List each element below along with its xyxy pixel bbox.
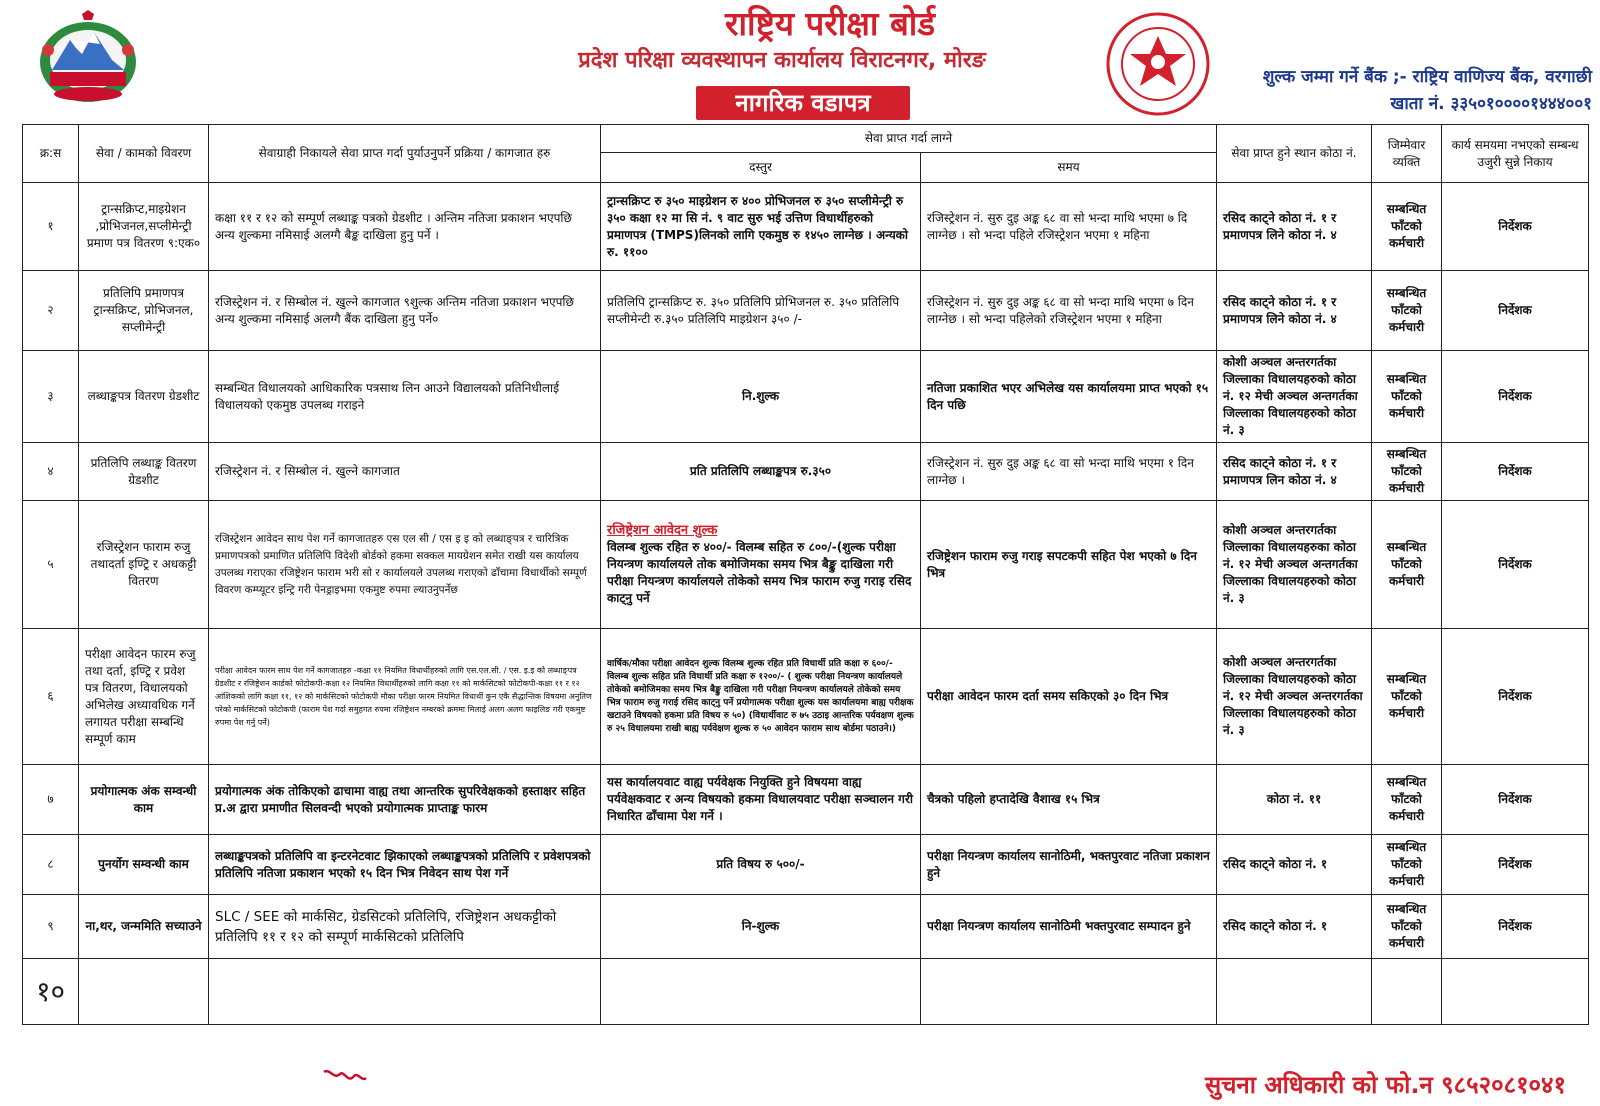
row-grievance: निर्देशक	[1442, 629, 1589, 765]
row-place: रसिद काट्ने कोठा नं. १	[1217, 835, 1372, 895]
header-process: सेवाग्राही निकायले सेवा प्राप्त गर्दा पुर्याउनुपर्ने प्रक्रिया / कागजात हरु	[209, 125, 601, 183]
row-sn: १	[23, 183, 79, 271]
row-place: रसिद काट्ने कोठा नं. १ र प्रमाणपत्र लिने कोठा नं. ४	[1217, 183, 1372, 271]
header-place: सेवा प्राप्त हुने स्थान कोठा नं.	[1217, 125, 1372, 183]
information-officer-phone: सुचना अधिकारी को फो.न ९८५२०८१०४१	[1204, 1071, 1566, 1099]
header-service: सेवा / कामको विवरण	[79, 125, 209, 183]
row-service: परीक्षा आवेदन फारम रुजु तथा दर्ता, इण्ट्रि र प्रवेश पत्र वितरण, विधालयको अभिलेख अध्यावधिक गर्ने लगायत परीक्षा सम्बन्धि सम्पूर्ण काम	[79, 629, 209, 765]
row-grievance: निर्देशक	[1442, 351, 1589, 443]
row-service: प्रयोगात्मक अंक सम्वन्धी काम	[79, 765, 209, 835]
row-fee: ट्रान्सक्रिप्ट रु ३५० माइग्रेशन रु ४०० प्रोभिजनल रु ३५० सप्लीमेन्ट्री रु ३५० कक्षा १२ मा सि नं. ९ वाट सुरु भई उत्तिण विधार्थीहरुको प्रमाणपत्र (TMPS)लिनको लागि एकमुष्ठ रु १४५० लाग्नेछ । अन्यको रु. ११००	[601, 183, 921, 271]
row-sn: ३	[23, 351, 79, 443]
table-row	[23, 629, 1589, 765]
row-time: रजिस्ट्रेशन नं. सुरु दुइ अङ्क ६८ वा सो भन्दा माथि भएमा ७ दिन लाग्नेछ । सो भन्दा पहिलेको रजिस्ट्रेशन भएमा १ महिना	[921, 271, 1217, 351]
nepal-emblem-icon	[32, 10, 144, 108]
row-service	[79, 959, 209, 1025]
row-responsible: सम्बन्धित फाँटको कर्मचारी	[1372, 351, 1442, 443]
row-sn: ७	[23, 765, 79, 835]
row-time: रजिस्ट्रेशन नं. सुरु दुइ अङ्क ६८ वा सो भन्दा माथि भएमा ७ दि लाग्नेछ । सो भन्दा पहिले रजिस्ट्रेशन भएमा १ महिना	[921, 183, 1217, 271]
row-fee: यस कार्यालयवाट वाह्य पर्यवेक्षक नियुक्ति हुने विषयमा वाह्य पर्यवेक्षकवाट र अन्य विषयको हकमा विधालयवाट परीक्षा सञ्चालन गरी निधारित ढाँचामा पेश गर्ने ।	[601, 765, 921, 835]
account-number: खाता नं. ३३५०१००००१४४४००१	[1390, 94, 1592, 114]
row-grievance: निर्देशक	[1442, 765, 1589, 835]
row-sn: २	[23, 271, 79, 351]
bank-info: शुल्क जम्मा गर्ने बैंक ;- राष्ट्रिय वाणिज्य बैंक, वरगाछी	[1262, 67, 1592, 87]
row-place: कोशी अञ्चल अन्तरगर्तका जिल्लाका विधालयहरुका कोठा नं. १२ मेची अञ्चल अन्तगर्तका जिल्लाका विधालयहरुको कोठा नं. ३	[1217, 501, 1372, 629]
office-subtitle: प्रदेश परिक्षा व्यवस्थापन कार्यालय विराटनगर, मोरङ	[578, 48, 986, 73]
row-grievance: निर्देशक	[1442, 271, 1589, 351]
row-time: रजिष्ट्रेशन फाराम रुजु गराइ सपटकपी सहित पेश भएको ७ दिन भित्र	[921, 501, 1217, 629]
row-time: नतिजा प्रकाशित भएर अभिलेख यस कार्यालयमा प्राप्त भएको १५ दिन पछि	[921, 351, 1217, 443]
table-row	[23, 765, 1589, 835]
row-service: रजिस्ट्रेशन फाराम रुजु तथादर्ता इण्ट्रि र अधकट्टी वितरण	[79, 501, 209, 629]
row-fee-cell	[601, 501, 921, 629]
row-process: रजिस्ट्रेशन नं. र सिम्बोल नं. खुल्ने कागजात ९शुल्क अन्तिम नतिजा प्रकाशन भएपछि अन्य शुल्कमा नमिसाई अलग्गै बैंक दाखिला हुनु पर्ने०	[209, 271, 601, 351]
row-time: रजिस्ट्रेशन नं. सुरु दुइ अङ्क ६८ वा सो भन्दा माथि भएमा १ दिन लाग्नेछ ।	[921, 443, 1217, 501]
row-process: कक्षा ११ र १२ को सम्पूर्ण लब्धाङ्क पत्रको ग्रेडशीट । अन्तिम नतिजा प्रकाशन भएपछि अन्य शुल्कमा नमिसाई अलग्गै बैङ्क दाखिला हुनु पर्ने ।	[209, 183, 601, 271]
header-grievance: कार्य समयमा नभएको सम्बन्ध उजुरी सुन्ने निकाय	[1442, 125, 1589, 183]
row-sn: ५	[23, 501, 79, 629]
row-sn: ६	[23, 629, 79, 765]
row-process: लब्धाङ्कपत्रको प्रतिलिपि वा इन्टरनेटवाट झिकाएको लब्धाङ्कपत्रको प्रतिलिपि र प्रवेशपत्रको प्रतिलिपि नतिजा प्रकाशन भएको १५ दिन भित्र निवेदन साथ पेश गर्ने	[209, 835, 601, 895]
row-grievance: निर्देशक	[1442, 895, 1589, 959]
registration-fee-heading: रजिष्ट्रेशन आवेदन शुल्क	[607, 523, 718, 538]
row-service: पुनर्योग सम्वन्धी काम	[79, 835, 209, 895]
header-time: समय	[921, 153, 1217, 183]
signature-icon	[320, 1064, 370, 1090]
row-fee: प्रति प्रतिलिपि लब्धाङ्कपत्र रु.३५०	[601, 443, 921, 501]
row-grievance	[1442, 959, 1589, 1025]
row-process	[209, 959, 601, 1025]
row-responsible: सम्बन्धित फाँटको कर्मचारी	[1372, 183, 1442, 271]
row-process: रजिस्ट्रेशन नं. र सिम्बोल नं. खुल्ने कागजात	[209, 443, 601, 501]
page-header	[0, 0, 1600, 120]
row-responsible	[1372, 959, 1442, 1025]
table-row	[23, 183, 1589, 271]
row-responsible: सम्बन्धित फाँटको कर्मचारी	[1372, 835, 1442, 895]
header-responsible: जिम्मेवार व्यक्ति	[1372, 125, 1442, 183]
row-responsible: सम्बन्धित फाँटको कर्मचारी	[1372, 629, 1442, 765]
table-row	[23, 443, 1589, 501]
row-process: प्रयोगात्मक अंक तोकिएको ढाचामा वाह्य तथा आन्तरिक सुपरिवेक्षकको हस्ताक्षर सहित प्र.अ द्वारा प्रमाणीत सिलवन्दी भएको प्रयोगात्मक प्राप्ताङ्क फारम	[209, 765, 601, 835]
row-service: ट्रान्सक्रिप्ट,माइग्रेशन ,प्रोभिजनल,सप्लीमेन्ट्री प्रमाण पत्र वितरण ९:एक०	[79, 183, 209, 271]
row-time	[921, 959, 1217, 1025]
row-fee: नि.शुल्क	[601, 351, 921, 443]
row-responsible: सम्बन्धित फाँटको कर्मचारी	[1372, 895, 1442, 959]
row-place: रसिद काट्ने कोठा नं. १ र प्रमाणपत्र लिने कोठा नं. ४	[1217, 271, 1372, 351]
row-service: लब्धाङ्कपत्र वितरण ग्रेडशीट	[79, 351, 209, 443]
row-process: SLC / SEE को मार्कसिट, ग्रेडसिटको प्रतिलिपि, रजिष्ट्रेशन अधकट्टीको प्रतिलिपि ११ र १२ को सम्पूर्ण मार्कसिटको प्रतिलिपि	[209, 895, 601, 959]
row-process: सम्बन्धित विधालयको आधिकारिक पत्रसाथ लिन आउने विद्यालयको प्रतिनिधीलाई विधालयको एकमुष्ठ उपलब्ध गराइने	[209, 351, 601, 443]
row-time: चैत्रको पहिलो हप्तादेखि वैशाख १५ भित्र	[921, 765, 1217, 835]
table-row	[23, 835, 1589, 895]
row-responsible: सम्बन्धित फाँटको कर्मचारी	[1372, 271, 1442, 351]
row-time: परीक्षा नियन्त्रण कार्यालय सानोठिमी भक्तपुरवाट सम्पादन हुने	[921, 895, 1217, 959]
row-place: कोठा नं. ११	[1217, 765, 1372, 835]
row-sn: ४	[23, 443, 79, 501]
row-fee: विलम्ब शुल्क रहित रु ४००/- विलम्ब सहित रु ८००/-(शुल्क परीक्षा नियन्त्रण कार्यालयले तोक बमोजिमका समय भित्र बैङ्कु दाखिला गरी परीक्षा नियन्त्रण कार्यालयले तोकेको समय भित्र फाराम रुजु गराइ रसिद काट्नु पर्ने	[607, 540, 912, 605]
header-sn: क्र:स	[23, 125, 79, 183]
board-title: राष्ट्रिय परीक्षा बोर्ड	[724, 4, 936, 43]
row-grievance: निर्देशक	[1442, 183, 1589, 271]
row-sn: ९	[23, 895, 79, 959]
row-responsible: सम्बन्धित फाँटको कर्मचारी	[1372, 443, 1442, 501]
row-service: प्रतिलिपि प्रमाणपत्र ट्रान्सक्रिप्ट, प्रोभिजनल, सप्लीमेन्ट्री	[79, 271, 209, 351]
row-fee: प्रतिलिपि ट्रान्सक्रिप्ट रु. ३५० प्रतिलिपि प्रोभिजनल रु. ३५० प्रतिलिपि सप्लीमेन्टी रु.३५० प्रतिलिपि माइग्रेशन ३५० /-	[601, 271, 921, 351]
row-process: रजिस्ट्रेशन आवेदन साथ पेश गर्ने कागजातहरु एस एल सी / एस इ इ को लब्धाङ्पत्र र चारित्रिक प्रमाणपत्रको प्रमाणित प्रतिलिपि विदेशी बोर्डको हकमा सक्कल मायग्रेशन समेत राखी यस कार्यालय उपलब्ध गराएका रजिष्ट्रेशन फाराम भरी सो र कार्यालयले उपलब्ध गराएको ढाँचामा विधार्थीको सम्पूर्ण विवरण कम्प्यूटर इन्ट्रि गरी पेनड्राइभमा एकमुष्ट रुपमा ल्याउनुपर्नेछ	[209, 501, 601, 629]
row-place: कोशी अञ्चल अन्तरगर्तका जिल्लाका विधालयहरुको कोठा नं. १२ मेची अञ्चल अन्तरगर्तका जिल्लाका विधालयहरुको कोठा नं. ३	[1217, 629, 1372, 765]
row-service: ना,थर, जन्ममिति सच्याउने	[79, 895, 209, 959]
table-row	[23, 959, 1589, 1025]
row-responsible: सम्बन्धित फाँटको कर्मचारी	[1372, 501, 1442, 629]
row-place: कोशी अञ्चल अन्तरगर्तका जिल्लाका विधालयहरुको कोठा नं. १२ मेची अञ्चल अन्तगर्तका जिल्लाका विधालयहरुको कोठा नं. ३	[1217, 351, 1372, 443]
row-place	[1217, 959, 1372, 1025]
table-row	[23, 895, 1589, 959]
row-grievance: निर्देशक	[1442, 835, 1589, 895]
row-fee	[601, 959, 921, 1025]
table-row	[23, 351, 1589, 443]
row-time: परीक्षा आवेदन फारम दर्ता समय सकिएको ३० दिन भित्र	[921, 629, 1217, 765]
table-row	[23, 271, 1589, 351]
row-process: परीक्षा आवेदन फारम साथ पेश गर्ने कागजातहरु -कक्षा ११ नियमित विधार्थीहरुको लागि एस.एल.सी. / एस. इ.इ को लब्धाङ्पत्र ग्रेडशीट र रजिष्ट्रेशन कार्डको फोटोकपी-कक्षा १२ नियमित विधार्थीहरुको लागि कक्षा ११ को मार्कसिटको फोटोकपी-कक्षा ११ र १२ आंशिकको लागि कक्षा ११, १२ को मार्कसिटको फोटोकपी मौका परीक्षा फारम नियमित विधार्थी कुन एकै सैद्धान्तिक विषयमा अनुतिण परेको मार्कसिटको फोटोकपी (फाराम पेश गर्दा समुहगत रुपमा रजिष्ट्रेशन नम्बरको क्रममा मिलाई अलग अलग फाइलिङ गरी एकमुष्ट रुपमा पेश गर्नु पर्ने)	[209, 629, 601, 765]
row-fee: वार्षिक/मौका परीक्षा आवेदन शुल्क विलम्ब शुल्क रहित प्रति विधार्थी प्रति कक्षा रु ६००/-विलम्ब शुल्क सहित प्रति विधार्थी प्रति कक्षा रु १२००/- ( शुल्क परीक्षा नियन्त्रण कार्यालयले तोकेको बमोजिमका समय भित्र बैङ्कु दाखिला गरी परीक्षा नियन्त्रण कार्यालयले तोकेको समय भित्र फाराम रुजु गराई रसिद काट्नु पर्ने प्रयोगात्मक परीक्षा शुल्क यस कार्यालयमा बाह्य परीक्षक खटाउने विषयको हकमा प्रति विषय रु ५०) (विधार्थीवाट रु ७५ उठाइ आन्तरिक पर्यवक्षण शुल्क रु २५ विधालयमा राखी बाह्य पर्यवेक्षण शुल्क रु ५० आवेदन फाराम साथ बोर्डमा पठाउने।)	[601, 629, 921, 765]
row-service: प्रतिलिपि लब्धाङ्क वितरण ग्रेडशीट	[79, 443, 209, 501]
citizen-charter-banner: नागरिक वडापत्र	[696, 86, 910, 120]
header-group: सेवा प्राप्त गर्दा लाग्ने	[601, 125, 1217, 153]
row-fee: प्रति विषय रु ५००/-	[601, 835, 921, 895]
row-sn: ८	[23, 835, 79, 895]
row-sn: १०	[23, 959, 79, 1025]
row-responsible: सम्बन्धित फाँटको कर्मचारी	[1372, 765, 1442, 835]
row-place: रसिद काट्ने कोठा नं. १	[1217, 895, 1372, 959]
row-place: रसिद काट्ने कोठा नं. १ र प्रमाणपत्र लिन कोठा नं. ४	[1217, 443, 1372, 501]
board-seal-icon	[1104, 12, 1212, 116]
row-grievance: निर्देशक	[1442, 443, 1589, 501]
citizen-charter-table	[22, 124, 1589, 1025]
header-fee: दस्तुर	[601, 153, 921, 183]
row-time: परीक्षा नियन्त्रण कार्यालय सानोठिमी, भक्तपुरवाट नतिजा प्रकाशन हुने	[921, 835, 1217, 895]
row-fee: नि-शुल्क	[601, 895, 921, 959]
table-row	[23, 501, 1589, 629]
row-grievance: निर्देशक	[1442, 501, 1589, 629]
